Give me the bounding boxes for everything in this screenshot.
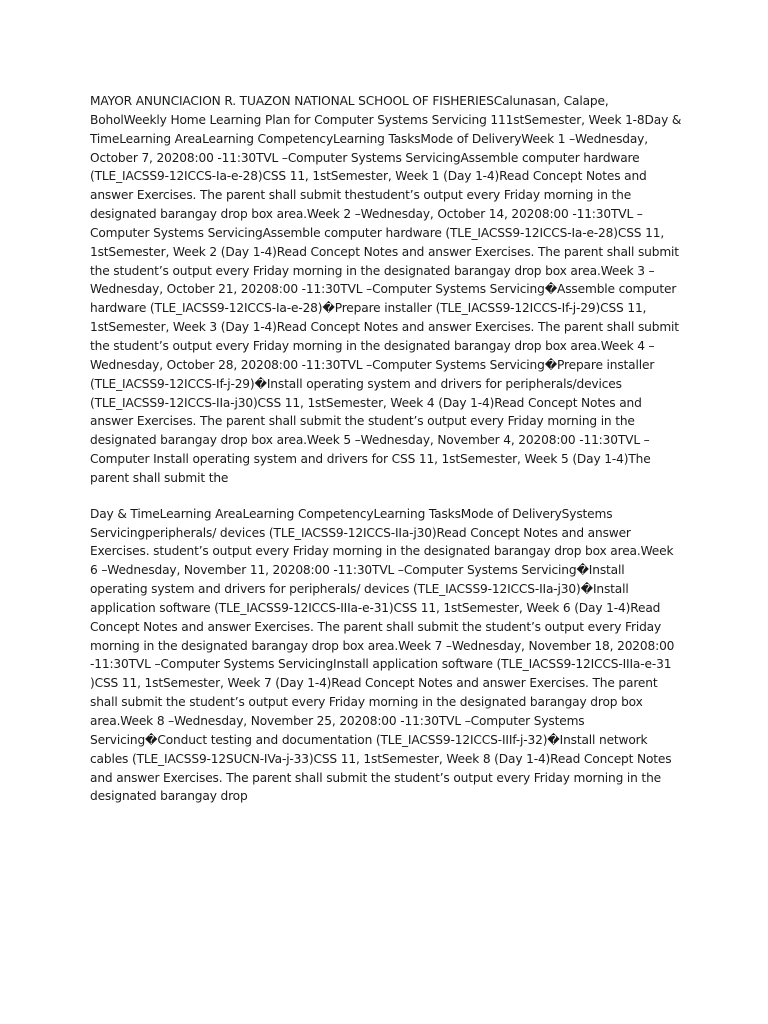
document-page — [90, 92, 682, 806]
document-paragraph-2: Day & TimeLearning AreaLearning CompetencyLearning TasksMode of DeliverySystems Servicingperipherals/ devices (TLE_IACSS9-12ICCS-IIa-j30)Read Concept Notes and answer Exercises. student’s output every Friday morning in the designated barangay drop box area.Week 6 –Wednesday, November 11, 20208:00 -11:30TVL –Computer Systems Servicing�Install operating system and drivers for peripherals/ devices (TLE_IACSS9-12ICCS-IIa-j30)�Install application software (TLE_IACSS9-12ICCS-IIIa-e-31)CSS 11, 1stSemester, Week 6 (Day 1-4)Read Concept Notes and answer Exercises. The parent shall submit the student’s output every Friday morning in the designated barangay drop box area.Week 7 –Wednesday, November 18, 20208:00 -11:30TVL –Computer Systems ServicingInstall application software (TLE_IACSS9-12ICCS-IIIa-e-31 )CSS 11, 1stSemester, Week 7 (Day 1-4)Read Concept Notes and answer Exercises. The parent shall submit the student’s output every Friday morning in the designated barangay drop box area.Week 8 –Wednesday, November 25, 20208:00 -11:30TVL –Computer Systems Servicing�Conduct testing and documentation (TLE_IACSS9-12ICCS-IIIf-j-32)�Install network cables (TLE_IACSS9-12SUCN-IVa-j-33)CSS 11, 1stSemester, Week 8 (Day 1-4)Read Concept Notes and answer Exercises. The parent shall submit the student’s output every Friday morning in the designated barangay drop — [90, 506, 675, 804]
document-paragraph-1: MAYOR ANUNCIACION R. TUAZON NATIONAL SCHOOL OF FISHERIESCalunasan, Calape, BoholWeekly Home Learning Plan for Computer Systems Servicing 111stSemester, Week 1-8Day & TimeLearning AreaLearning CompetencyLearning TasksMode of DeliveryWeek 1 –Wednesday, October 7, 20208:00 -11:30TVL –Computer Systems ServicingAssemble computer hardware (TLE_IACSS9-12ICCS-Ia-e-28)CSS 11, 1stSemester, Week 1 (Day 1-4)Read Concept Notes and answer Exercises. The parent shall submit thestudent’s output every Friday morning in the designated barangay drop box area.Week 2 –Wednesday, October 14, 20208:00 -11:30TVL –Computer Systems ServicingAssemble computer hardware (TLE_IACSS9-12ICCS-Ia-e-28)CSS 11, 1stSemester, Week 2 (Day 1-4)Read Concept Notes and answer Exercises. The parent shall submit the student’s output every Friday morning in the designated barangay drop box area.Week 3 –Wednesday, October 21, 20208:00 -11:30TVL –Computer Systems Servicing�Assemble computer hardware (TLE_IACSS9-12ICCS-Ia-e-28)�Prepare installer (TLE_IACSS9-12ICCS-If-j-29)CSS 11, 1stSemester, Week 3 (Day 1-4)Read Concept Notes and answer Exercises. The parent shall submit the student’s output every Friday morning in the designated barangay drop box area.Week 4 –Wednesday, October 28, 20208:00 -11:30TVL –Computer Systems Servicing�Prepare installer (TLE_IACSS9-12ICCS-If-j-29)�Install operating system and drivers for peripherals/devices (TLE_IACSS9-12ICCS-IIa-j30)CSS 11, 1stSemester, Week 4 (Day 1-4)Read Concept Notes and answer Exercises. The parent shall submit the student’s output every Friday morning in the designated barangay drop box area.Week 5 –Wednesday, November 4, 20208:00 -11:30TVL –Computer Install operating system and drivers for CSS 11, 1stSemester, Week 5 (Day 1-4)The parent shall submit the — [90, 94, 682, 485]
